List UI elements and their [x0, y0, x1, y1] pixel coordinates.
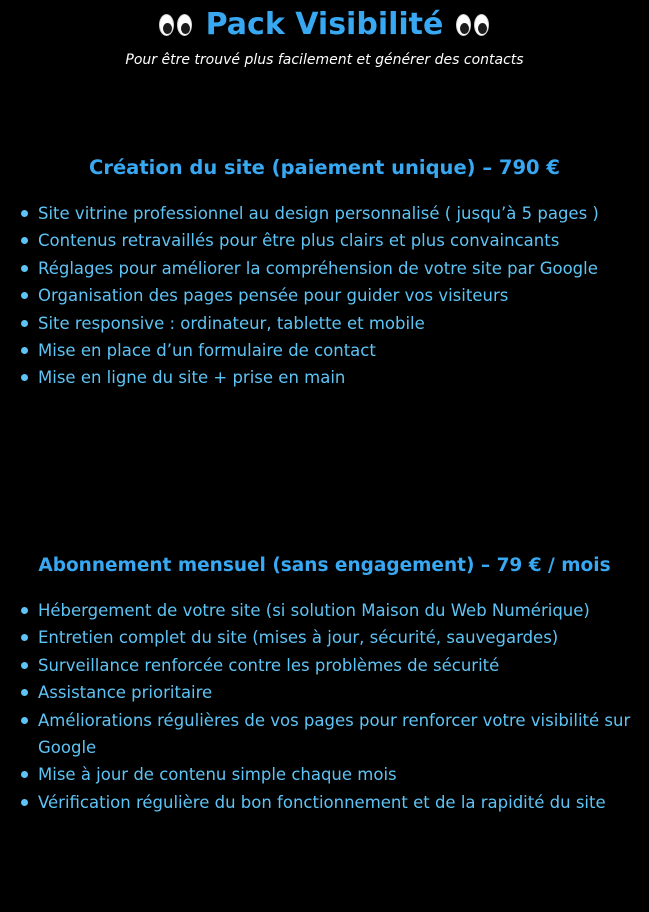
- bullet-icon: [21, 717, 28, 724]
- list-item: [18, 624, 643, 651]
- list-item-text: Surveillance renforcée contre les problèmes de sécurité: [38, 655, 500, 675]
- list-item: [18, 364, 643, 391]
- page-header: [0, 4, 649, 46]
- list-item-text: Hébergement de votre site (si solution Maison du Web Numérique): [38, 601, 590, 620]
- eyes-icon: [158, 13, 194, 37]
- bullet-icon: [21, 237, 28, 244]
- bullet-icon: [21, 799, 28, 806]
- list-item: [18, 282, 643, 309]
- list-item-text: Contenus retravaillés pour être plus clairs et plus convaincants: [38, 231, 560, 251]
- list-item: [18, 597, 643, 624]
- monthly-subscription-feature-list: [18, 597, 643, 816]
- list-item: [18, 652, 643, 679]
- bullet-icon: [21, 347, 28, 354]
- list-item: [18, 679, 643, 706]
- bullet-icon: [21, 771, 28, 778]
- list-item-text: Assistance prioritaire: [38, 683, 213, 703]
- list-item-text: Site responsive : ordinateur, tablette et mobile: [38, 313, 425, 333]
- page-subtitle: Pour être trouvé plus facilement et générer des contacts: [125, 52, 524, 68]
- list-item-text: Réglages pour améliorer la compréhension de votre site par Google: [38, 258, 598, 278]
- right-eye: [474, 14, 489, 36]
- bullet-icon: [21, 210, 28, 217]
- right-eye: [177, 14, 192, 36]
- list-item: [18, 200, 643, 227]
- list-item: [18, 255, 643, 282]
- left-eye: [456, 14, 471, 36]
- bullet-icon: [21, 374, 28, 381]
- list-item-text: Vérification régulière du bon fonctionnement et de la rapidité du site: [38, 792, 606, 812]
- page-title: Pack Visibilité: [205, 7, 444, 42]
- bullet-icon: [21, 292, 28, 299]
- bullet-icon: [21, 320, 28, 327]
- site-creation-feature-list: [18, 200, 643, 392]
- list-item-text: Améliorations régulières de vos pages pour renforcer votre visibilité sur Google: [38, 710, 631, 758]
- list-item-text: Entretien complet du site (mises à jour, sécurité, sauvegardes): [38, 628, 559, 648]
- list-item: [18, 707, 643, 762]
- list-item-text: Mise en ligne du site + prise en main: [38, 368, 346, 388]
- list-item: [18, 789, 643, 816]
- list-item: [18, 310, 643, 337]
- bullet-icon: [21, 662, 28, 669]
- left-eye: [159, 14, 174, 36]
- eyes-icon: [455, 13, 491, 37]
- bullet-icon: [21, 689, 28, 696]
- site-creation-title: Création du site (paiement unique) – 790 €: [89, 156, 560, 179]
- list-item: [18, 337, 643, 364]
- bullet-icon: [21, 265, 28, 272]
- list-item: [18, 761, 643, 788]
- bullet-icon: [21, 634, 28, 641]
- bullet-icon: [21, 607, 28, 614]
- list-item: [18, 227, 643, 254]
- list-item-text: Mise à jour de contenu simple chaque mois: [38, 765, 397, 785]
- list-item-text: Mise en place d’un formulaire de contact: [38, 341, 376, 361]
- list-item-text: Organisation des pages pensée pour guider vos visiteurs: [38, 286, 509, 306]
- list-item-text: Site vitrine professionnel au design personnalisé ( jusqu’à 5 pages ): [38, 204, 599, 223]
- monthly-subscription-title: Abonnement mensuel (sans engagement) – 79 € / mois: [38, 555, 611, 576]
